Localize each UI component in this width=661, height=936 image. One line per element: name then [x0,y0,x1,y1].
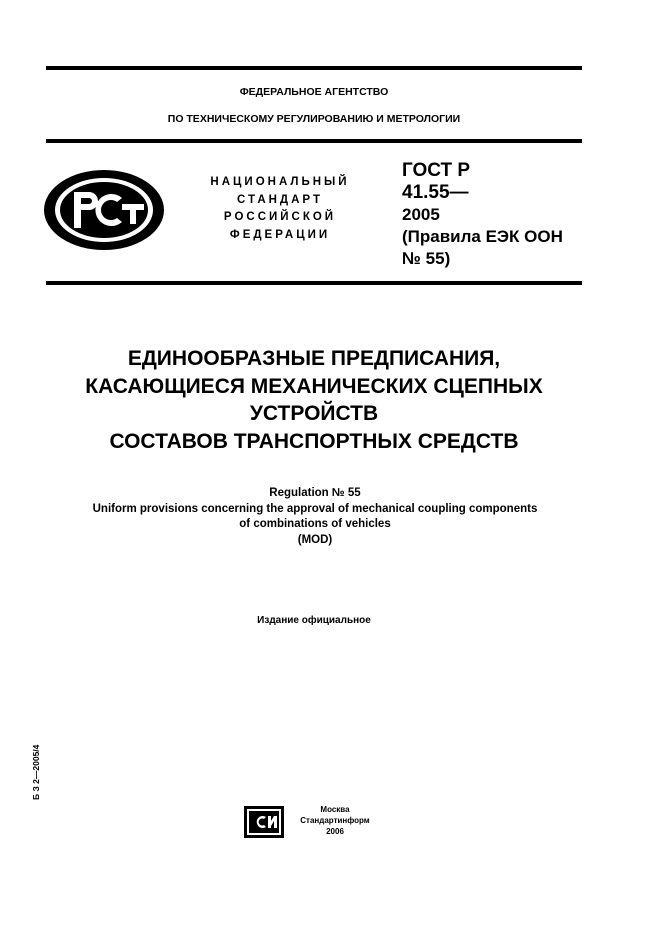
title-line-3: УСТРОЙСТВ [249,402,379,425]
document-title [46,345,582,455]
english-line-2: Uniform provisions concerning the approval of mechanical coupling components [92,502,538,515]
header-divider-rule [46,139,582,143]
title-line-2: КАСАЮЩИЕСЯ МЕХАНИЧЕСКИХ СЦЕПНЫХ [85,374,543,398]
nat-line-3: РОССИЙСКОЙ [223,211,337,223]
gost-line-4: (Правила ЕЭК ООН [402,227,563,246]
publisher-name: Стандартинформ [300,816,370,825]
publisher-year: 2006 [326,827,344,836]
nat-line-4: ФЕДЕРАЦИИ [229,228,331,241]
gost-line-1: ГОСТ Р [402,160,471,181]
english-line-4: (MOD) [297,533,333,546]
standartinform-logo-icon [244,806,284,838]
publisher-info [294,804,376,837]
gost-line-2: 41.55— [402,182,469,203]
top-rule [46,66,582,70]
gost-line-5: № 55) [402,249,451,268]
english-line-3: of combinations of vehicles [239,518,391,530]
edition-label: Издание официальное [257,615,371,626]
title-line-4: СОСТАВОВ ТРАНСПОРТНЫХ СРЕДСТВ [109,429,519,453]
agency-line-2: ПО ТЕХНИЧЕСКОМУ РЕГУЛИРОВАНИЮ И МЕТРОЛОГИИ [167,113,461,125]
nat-line-2: СТАНДАРТ [237,193,323,206]
english-title [30,486,600,548]
agency-line-1: ФЕДЕРАЛЬНОЕ АГЕНТСТВО [239,86,389,98]
rst-logo-icon [42,168,166,252]
title-line-1: ЕДИНООБРАЗНЫЕ ПРЕДПИСАНИЯ, [127,347,501,370]
national-standard-label [172,174,388,244]
gost-designation [402,160,587,270]
publisher-city: Москва [320,805,350,814]
side-code: Б З 2—2005/4 [31,744,41,800]
block-bottom-rule [46,281,582,285]
gost-line-3: 2005 [402,205,440,224]
nat-line-1: НАЦИОНАЛЬНЫЙ [210,176,350,188]
english-line-1: Regulation № 55 [269,487,361,499]
